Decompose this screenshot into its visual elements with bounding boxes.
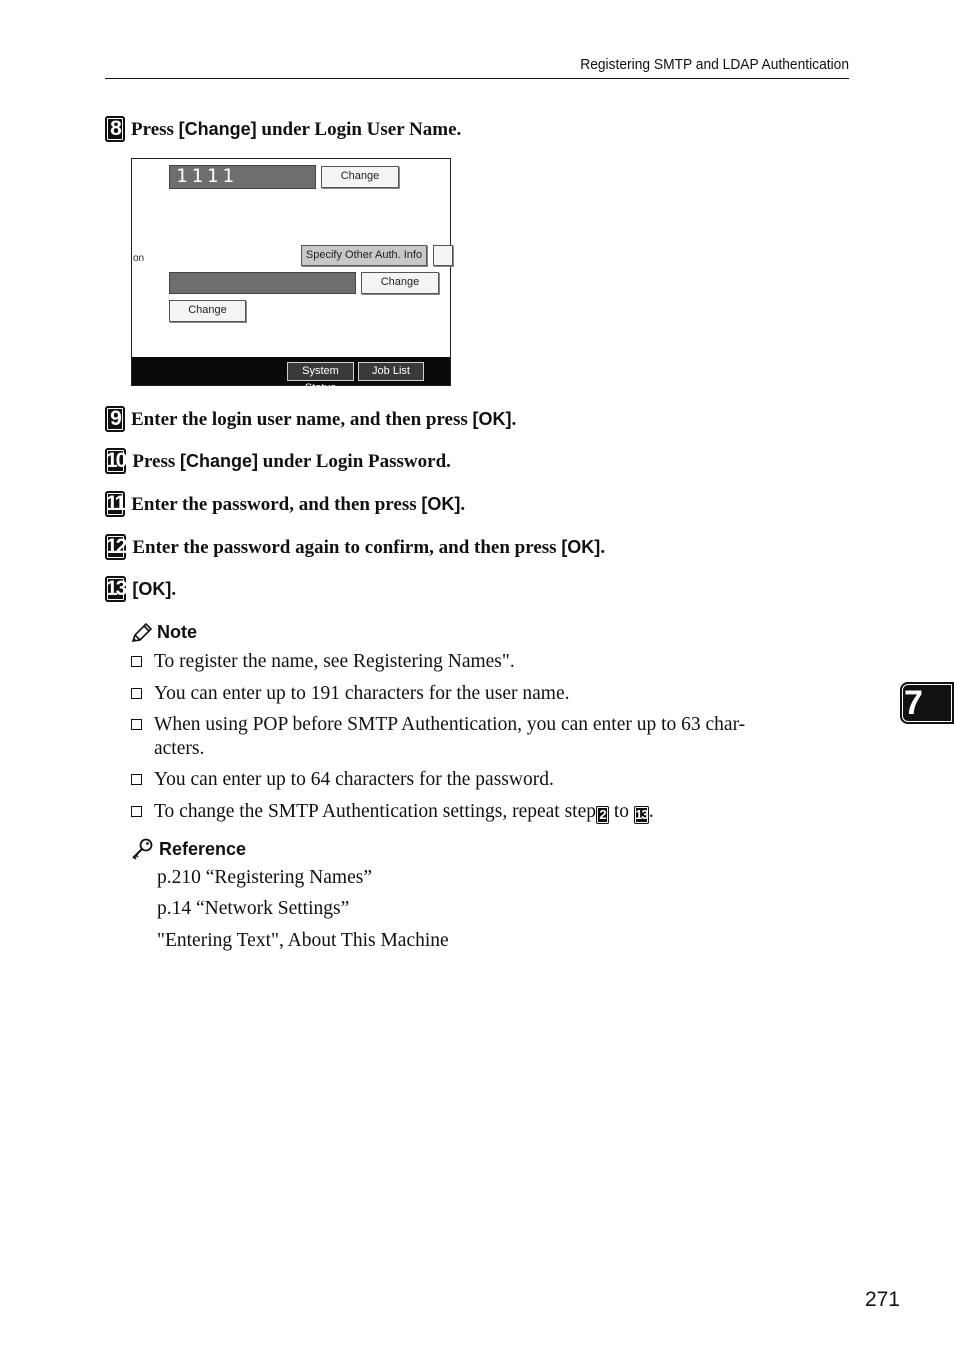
checkbox-bullet-icon — [131, 719, 142, 730]
key-label: [OK] — [132, 579, 172, 599]
step-text-pre: Enter the password again to confirm, and then press — [132, 537, 562, 558]
step-text — [131, 119, 461, 141]
step-12 — [105, 534, 605, 560]
login-user-name-field[interactable]: 1111 — [169, 165, 316, 189]
note-item-text: To register the name, see Registering Names". — [154, 651, 515, 672]
step-number: 8 — [105, 116, 125, 142]
change-password-button[interactable]: Change — [361, 272, 439, 294]
note-heading-label: Note — [157, 622, 197, 642]
note-item-text — [154, 713, 745, 761]
step-number: 11 — [106, 492, 125, 515]
step-number: 12 — [106, 535, 126, 558]
step-text-pre: Press — [131, 119, 179, 140]
page-number: 271 — [864, 1288, 900, 1311]
step-11 — [105, 491, 465, 517]
step-text — [132, 537, 605, 559]
running-title: Registering SMTP and LDAP Authentication — [580, 56, 849, 73]
step-13 — [105, 576, 176, 602]
step-text-post: . — [511, 409, 517, 430]
step-text — [131, 409, 516, 431]
key-label: [OK] — [561, 537, 601, 557]
step-text-pre: Enter the password, and then press — [131, 494, 422, 515]
screen-status-bar — [132, 357, 450, 394]
step-text-post: . — [460, 494, 466, 515]
key-icon — [131, 838, 155, 860]
job-list-button[interactable]: Job List — [358, 362, 424, 381]
reference-link[interactable]: p.210 “Registering Names” — [157, 867, 372, 888]
header-rule — [105, 78, 849, 79]
step-text-post: under Login Password. — [258, 451, 451, 472]
note-item-line: To change the SMTP Authentication settings, repeat step — [154, 801, 596, 822]
step-number: 9 — [105, 406, 125, 432]
note-item-text — [154, 800, 654, 824]
step-ref-from: 2 — [596, 806, 609, 824]
key-label: [OK] — [421, 494, 461, 514]
reference-heading — [131, 838, 246, 860]
note-item-line: acters. — [154, 738, 205, 759]
note-item — [131, 713, 851, 761]
note-item — [131, 650, 851, 674]
note-heading — [131, 622, 197, 643]
step-10 — [105, 448, 451, 474]
reference-link[interactable]: "Entering Text", About This Machine — [157, 930, 449, 951]
step-text-pre: Enter the login user name, and then press — [131, 409, 473, 430]
checkbox-bullet-icon — [131, 688, 142, 699]
key-label: [OK] — [472, 409, 512, 429]
end-period: . — [648, 801, 654, 822]
note-item — [131, 682, 851, 706]
pencil-icon — [131, 623, 153, 643]
note-item — [131, 800, 851, 824]
change-user-name-button[interactable]: Change — [321, 166, 399, 188]
reference-link[interactable]: p.14 “Network Settings” — [157, 898, 350, 919]
step-text-post: . — [171, 579, 177, 600]
note-item-text: You can enter up to 191 characters for the user name. — [154, 683, 570, 704]
reference-heading-label: Reference — [159, 838, 247, 859]
note-item-line: When using POP before SMTP Authentication, you can enter up to 63 char- — [154, 714, 746, 735]
system-status-button[interactable]: System Status — [287, 362, 354, 381]
partial-button[interactable] — [433, 245, 453, 266]
step-ref-to: 13 — [635, 807, 648, 822]
note-item-text: You can enter up to 64 characters for the password. — [154, 769, 554, 790]
step-number: 13 — [106, 577, 126, 600]
change-button[interactable]: Change — [169, 300, 246, 322]
key-label: [Change] — [180, 451, 259, 471]
step-text-pre: Press — [132, 451, 181, 472]
step-text — [131, 494, 465, 516]
key-label: [Change] — [178, 119, 257, 139]
chapter-tab: 7 — [900, 682, 954, 724]
step-text — [132, 451, 451, 473]
cut-off-label: on — [133, 253, 145, 264]
note-item — [131, 768, 851, 792]
checkbox-bullet-icon — [131, 774, 142, 785]
step-text-post: under Login User Name. — [256, 119, 462, 140]
login-password-field[interactable] — [169, 272, 356, 294]
specify-other-auth-info-button[interactable]: Specify Other Auth. Info — [301, 245, 427, 266]
step-number: 10 — [106, 449, 126, 472]
checkbox-bullet-icon — [131, 806, 142, 817]
checkbox-bullet-icon — [131, 656, 142, 667]
step-8 — [105, 116, 461, 142]
step-text — [132, 579, 176, 601]
step-9 — [105, 406, 516, 432]
to-word: to — [609, 801, 634, 822]
control-panel-screenshot — [131, 158, 451, 394]
step-text-post: . — [600, 537, 606, 558]
